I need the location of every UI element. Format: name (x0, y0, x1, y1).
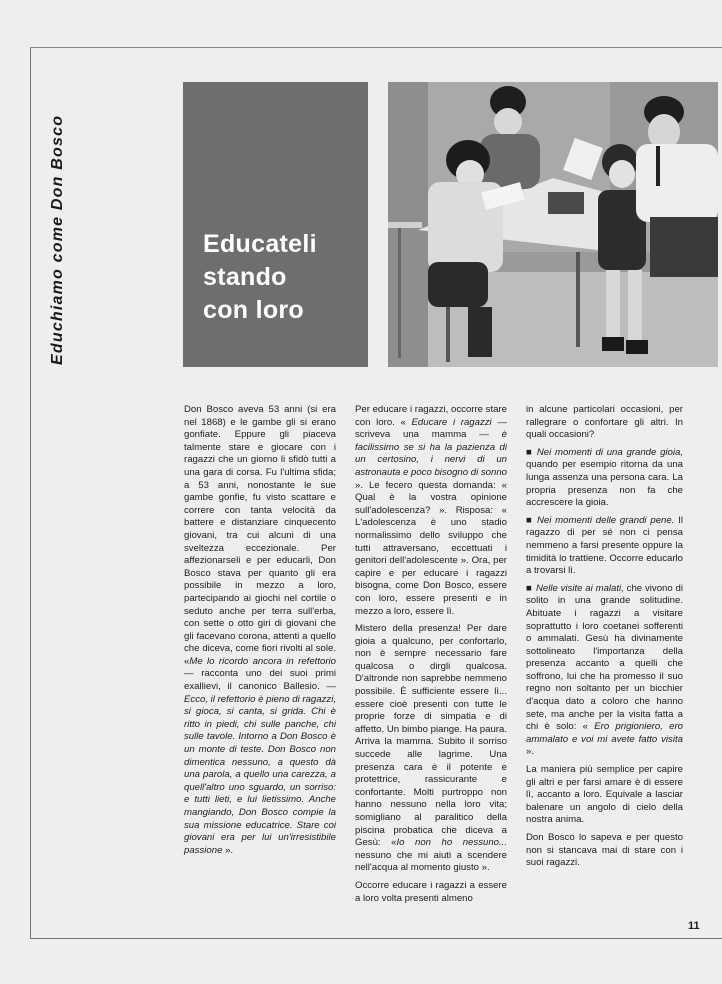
text-run-italic: Educare i ragazzi (405, 416, 492, 428)
text-run-italic: Io non ho nessuno... (396, 837, 507, 849)
text-column-1 (184, 404, 336, 862)
bullet-icon: ■ (526, 514, 533, 526)
text-run: quando per esempio ritorna da una lunga assenza una persona cara. La propria presenza non fa che accrescere la gioia. (526, 459, 683, 509)
text-run: Per educare i ragazzi, occorre stare con loro. « (355, 404, 507, 428)
text-run: nessuno che mi aiuti a scendere nell'acqua al momento giusto ». (355, 849, 507, 874)
paragraph (184, 404, 336, 857)
paragraph: La maniera più semplice per capire gli altri e per farsi amare è di essere lì, accanto a loro. Equivale a lasciar balenare un angolo di cielo della nostra anima. (526, 764, 683, 826)
page-number: 11 (688, 920, 700, 932)
text-run-italic: Nelle visite ai malati, (535, 582, 624, 594)
text-run: ». (222, 844, 234, 856)
paragraph (526, 447, 683, 510)
text-run: Il ragazzo di per sé non ci pensa nemmeno a farsi presente oppure la timidità lo trattiene. Occorre educarlo a trovarsi lì. (526, 514, 683, 577)
text-run: Mistero della presenza! Per dare gioia a qualcuno, per confortarlo, non è sempre necessario fare qualcosa o dirgli qualcosa. D'altronde non saprebbe nemmeno possibile. È sufficiente essere lì... essere cioè presenti con tutte le proprie forze di simpatia e di affetto. Un bimbo piange. Ha paura. Arriva la mamma. Subito il sorriso succede alle lagrime. Una presenza cara è il potente e protettrice, rassicurante e confortante. Molti purtroppo non hanno nessuno nella loro vita; somigliano al paralitico della piscina probatica che diceva a Gesù: « (355, 623, 507, 849)
bullet-icon: ■ (526, 582, 532, 594)
bullet-icon: ■ (526, 446, 533, 458)
text-run: — scriveva una mamma — (355, 416, 507, 441)
text-run-italic: Ecco, il refettorio è pieno di ragazzi, si gioca, si canta, si grida. Chi è ritto in piedi, chi sulle panche, chi sulle tavole. Intorno a Don Bosco è un monte di teste. Don Bosco non dimentica nessuno, a questo dà una parola, a quello una carezza, a quell'altro uno sguardo, un sorriso: e tutti lieti, e lui lietissimo. Anche mangiando, Don Bosco compie la sua missione educatrice. Stare coi giovani era per lui un'irresistibile passione (184, 693, 336, 856)
text-run: — racconta uno dei suoi primi exallievi, il canonico Ballesio. — (184, 668, 336, 693)
text-run-italic: Nei momenti delle grandi pene. (536, 514, 675, 526)
family-photo-image (388, 82, 718, 367)
text-run-italic: Me lo ricordo ancora in refettorio (189, 655, 336, 667)
paragraph (526, 583, 683, 759)
text-run-italic: Nei momenti di una grande gioia, (536, 446, 684, 458)
text-run: Don Bosco aveva 53 anni (si era nel 1868) e le gambe gli si erano gonfiate. Eppure gli piaceva talmente stare e giocare con i ragazzi che un giorno li sfidò tutti a una gara di corsa. Fu l'ultima sfida; a 53 anni, nonostante le sue gambe gonfie, fu visto scattare e correre con tanta velocità da battere e distanziare cinquecento giovani, tra cui alcuni di una sveltezza eccezionale. Per affezionarseli e per educarli, Don Bosco stava per quanto gli era possibile in mezzo a loro, partecipando ai giochi nel cortile o seduto anche per terra sull'erba, con sette o otto giri di giovani che gli facevano corona, attenti a quello che diceva, come fiori rivolti al sole. « (184, 404, 336, 667)
article-title: Educateli stando con loro (203, 230, 317, 324)
text-run: che vivono di solito in una grande solitudine. Abituate i ragazzi a visitare soprattutto i loro coetanei sofferenti o ammalati. Gesù ha divinamente sottolineato l'importanza della presenza accanto a quelli che soffrono, lui che ha promesso il suo regno non soltanto per un bicchier d'acqua dato a coloro che hanno sete, ma anche per la visita fatta a chi è solo: « (526, 582, 683, 733)
title-box (183, 82, 368, 367)
paragraph: Don Bosco lo sapeva e per questo non si stancava mai di stare con i suoi ragazzi. (526, 832, 683, 869)
paragraph: in alcune particolari occasioni, per rallegrare o confortare gli altri. In quali occasioni? (526, 404, 683, 441)
text-run: ». Le fecero questa domanda: « Qual è la vostra opinione sull'adolescenza? ». Risposa: « L'adolescenza è uno stadio normalissimo dello sviluppo che tutti attraversano, eccettuati i genitori dell'adolescente ». Ora, per capire e per educare i ragazzi bisogna, come Don Bosco, essere con loro, essere presenti e in mezzo a loro, essere lì. (355, 479, 507, 617)
text-column-3 (526, 404, 683, 875)
text-run: ». (526, 746, 535, 758)
text-run-italic: è facilissimo se si ha la pazienza di un certosino, i nervi di un astronauta e poco bisogno di sonno (355, 429, 508, 478)
paragraph: Occorre educare i ragazzi a essere a loro volta presenti almeno (355, 879, 507, 904)
text-column-2 (355, 404, 507, 910)
text-run-italic: Ero prigioniero, ero ammalato e voi mi avete fatto visita (526, 721, 683, 745)
side-section-title: Educhiamo come Don Bosco (49, 114, 66, 365)
paragraph (355, 623, 507, 875)
family-photo (388, 82, 718, 367)
paragraph (355, 404, 507, 618)
paragraph (526, 515, 683, 578)
